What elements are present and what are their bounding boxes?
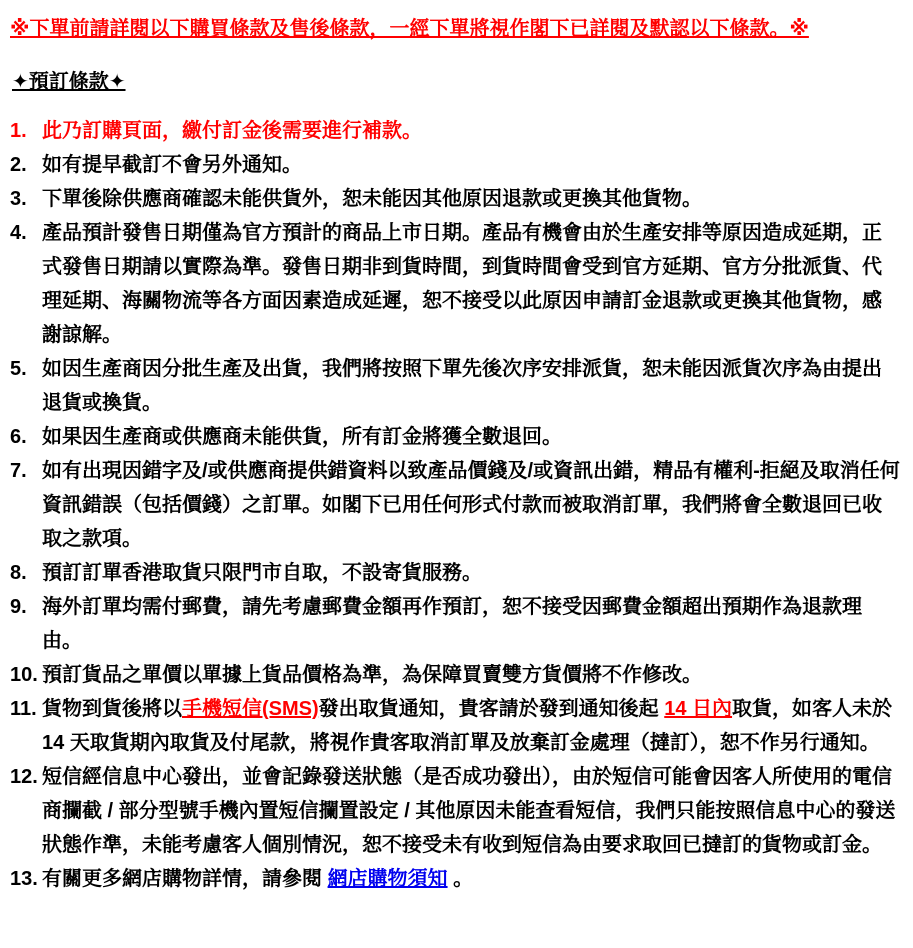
term-item bbox=[10, 454, 901, 556]
text-segment: 海外訂單均需付郵費，請先考慮郵費金額再作預訂，恕不接受因郵費金額超出預期作為退款理由。 bbox=[42, 596, 862, 652]
term-number: 7. bbox=[10, 460, 27, 482]
term-item bbox=[10, 590, 901, 658]
highlighted-text: 手機短信(SMS) bbox=[182, 698, 319, 720]
term-item bbox=[10, 352, 901, 420]
term-item bbox=[10, 862, 901, 896]
term-item bbox=[10, 420, 901, 454]
term-item bbox=[10, 658, 901, 692]
text-segment: 產品預計發售日期僅為官方預計的商品上市日期。產品有機會由於生產安排等原因造成延期，正式發售日期請以實際為準。發售日期非到貨時間，到貨時間會受到官方延期、官方分批派貨、代理延期、海關物流等各方面因素造成延遲，恕不接受以此原因申請訂金退款或更換其他貨物，感謝諒解。 bbox=[42, 222, 882, 346]
term-item bbox=[10, 556, 901, 590]
term-item bbox=[10, 692, 901, 760]
term-number: 13. bbox=[10, 868, 38, 890]
text-segment: 短信經信息中心發出，並會記錄發送狀態（是否成功發出），由於短信可能會因客人所使用的電信商攔截 / 部分型號手機內置短信攔置設定 / 其他原因未能查看短信，我們只能按照信息中心的發送狀態作準，未能考慮客人個別情況，恕不接受未有收到短信為由要求取回已撻訂的貨物或訂金。 bbox=[42, 766, 896, 856]
terms-list bbox=[10, 114, 901, 896]
term-number: 11. bbox=[10, 698, 37, 720]
term-number: 10. bbox=[10, 664, 38, 686]
term-number: 6. bbox=[10, 426, 27, 448]
term-text bbox=[42, 182, 901, 216]
term-number: 3. bbox=[10, 188, 27, 210]
term-number: 8. bbox=[10, 562, 27, 584]
term-text bbox=[42, 420, 901, 454]
term-text bbox=[42, 148, 901, 182]
term-text bbox=[42, 658, 901, 692]
term-number: 2. bbox=[10, 154, 27, 176]
text-segment: 預訂訂單香港取貨只限門市自取，不設寄貨服務。 bbox=[42, 562, 482, 584]
term-number: 1. bbox=[10, 120, 27, 142]
term-text bbox=[42, 216, 901, 352]
text-segment: 如因生產商因分批生產及出貨，我們將按照下單先後次序安排派貨，恕未能因派貨次序為由提出退貨或換貨。 bbox=[42, 358, 882, 414]
text-segment: 。 bbox=[447, 868, 474, 890]
term-number: 5. bbox=[10, 358, 27, 380]
text-segment: 發出取貨通知，貴客請於發到通知後起 bbox=[318, 698, 665, 720]
page-title: ※下單前請詳閱以下購買條款及售後條款，一經下單將視作閣下已詳閱及默認以下條款。※ bbox=[10, 18, 809, 40]
term-item bbox=[10, 182, 901, 216]
term-text bbox=[42, 760, 901, 862]
text-segment: 此乃訂購頁面，繳付訂金後需要進行補款。 bbox=[42, 120, 422, 142]
shop-guide-link[interactable]: 網店購物須知 bbox=[327, 868, 448, 890]
term-number: 4. bbox=[10, 222, 27, 244]
term-number: 9. bbox=[10, 596, 27, 618]
text-segment: 貨物到貨後將以 bbox=[42, 698, 182, 720]
term-item bbox=[10, 114, 901, 148]
term-text bbox=[42, 114, 901, 148]
term-item bbox=[10, 760, 901, 862]
text-segment: 下單後除供應商確認未能供貨外，恕未能因其他原因退款或更換其他貨物。 bbox=[42, 188, 702, 210]
text-segment: 有關更多網店購物詳情，請參閱 bbox=[42, 868, 328, 890]
term-number: 12. bbox=[10, 766, 38, 788]
term-text bbox=[42, 454, 901, 556]
term-text bbox=[42, 862, 901, 896]
term-text bbox=[42, 692, 901, 760]
term-text bbox=[42, 352, 901, 420]
text-segment: 取貨，如客人未於 14 天取貨期內取貨及付尾款，將視作貴客取消訂單及放棄訂金處理（撻訂），恕不作另行通知。 bbox=[42, 698, 893, 754]
text-segment: 預訂貨品之單價以單據上貨品價格為準，為保障買賣雙方貨價將不作修改。 bbox=[42, 664, 702, 686]
term-text bbox=[42, 590, 901, 658]
text-segment: 如果因生產商或供應商未能供貨，所有訂金將獲全數退回。 bbox=[42, 426, 562, 448]
text-segment: 如有提早截訂不會另外通知。 bbox=[42, 154, 302, 176]
term-item bbox=[10, 216, 901, 352]
section-heading: ✦預訂條款✦ bbox=[12, 71, 126, 93]
text-segment: 如有出現因錯字及/或供應商提供錯資料以致產品價錢及/或資訊出錯，精品有權利-拒絕及取消任何資訊錯誤（包括價錢）之訂單。如閣下已用任何形式付款而被取消訂單，我們將會全數退回已收取之款項。 bbox=[42, 460, 900, 550]
term-text bbox=[42, 556, 901, 590]
term-item bbox=[10, 148, 901, 182]
highlighted-text: 14 日內 bbox=[664, 698, 733, 720]
